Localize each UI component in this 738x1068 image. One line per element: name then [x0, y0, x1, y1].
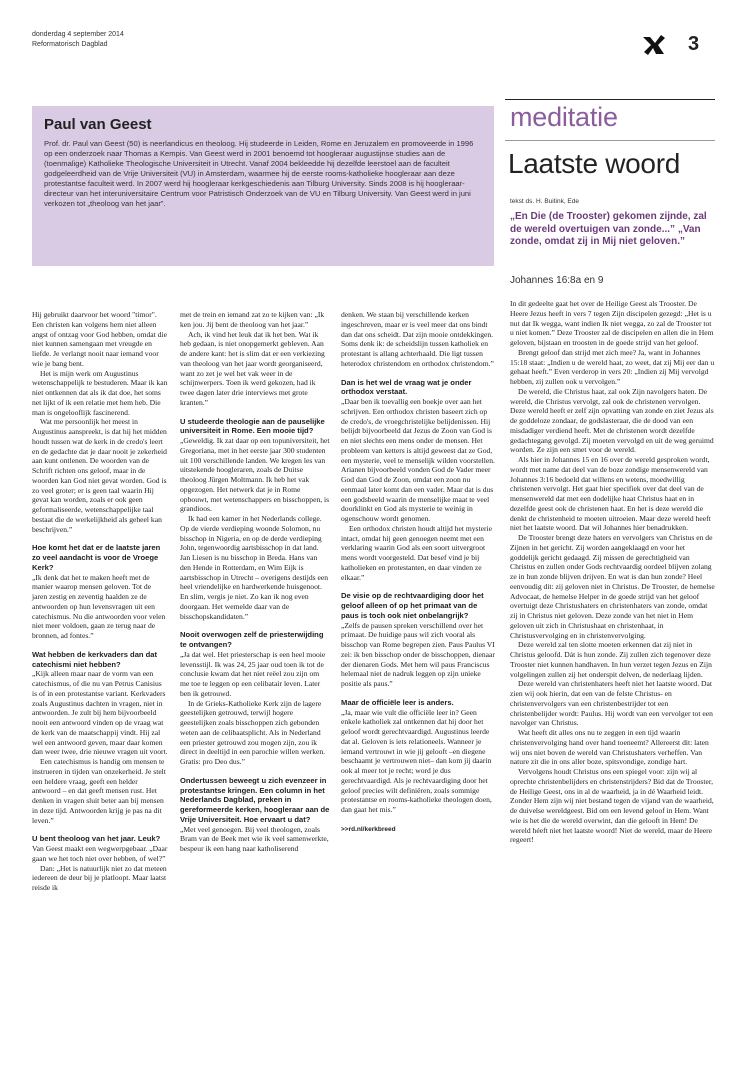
meditatie-author: tekst ds. H. Buitink, Ede	[510, 198, 580, 205]
paragraph: „Kijk alleen maar naar de vorm van een catechismus, of die nu van Petrus Canisius is of in een protestantse variant. Kerkvaders zoals Augustinus dachten in vragen, niet in antwoorden. Je zult bij hem bijvoorbeeld nooit een antwoord vinden op de vraag wat de kerk van de maatschappij vindt. Hij zal wel een antwoord geven, maar daar komen dan weer twee, drie nieuwe vragen uit voort.	[32, 669, 168, 757]
meditatie-paragraph: Vervolgens houdt Christus ons een spiegel voor: zijn wij al oprechte christenbelijders en christenstrijders? Bid dat de Trooster, de Heilige Geest, ons in al de waarheid, ja in dé Waarheid leidt. Zonder Hem zijn wij niet bestand tegen de vijand van de waarheid, de duivelse wereldgeest. Bid om een levend geloof in Hem. Want wie is het die de wereld overwint, dan die gelooft in Hem! De wereld héeft niet het laatste woord! Niet de wereld, maar de Heere regeert!	[510, 767, 714, 845]
meditatie-paragraph: Brengt geloof dan strijd met zich mee? Ja, want in Johannes 15:18 staat: „Indien u de wereld haat, zo weet, dat zij Mij eer dan u gehaat heeft.” Even verderop in vers 20: „Indien zij Mij vervolgd hebben, zij zullen ook u vervolgen.”	[510, 347, 715, 386]
paragraph: „Ik denk dat het te maken heeft met de manier waarop mensen geloven. Tot de jaren zestig en zeventig haalden ze de antwoorden op hun levensvragen uit een catechismus. Nu die antwoorden voor velen niet meer voldoen, gaan ze terug naar de bronnen, ad fontes.”	[32, 572, 166, 640]
paragraph: Een orthodox christen houdt altijd het mysterie intact, omdat hij geen genoegen neemt met een verklaring waarin God als een soort uitvergroot mens wordt voorgesteld. Dat besef vind je bij katholieken en protestanten, en daar vinden ze elkaar.”	[341, 523, 492, 582]
meditatie-label: meditatie	[510, 102, 618, 132]
question-heading: Nooit overwogen zelf de priesterwijding te ontvangen?	[180, 630, 324, 649]
paragraph: „Ja, maar wie vult die officiële leer in? Geen enkele katholiek zal ontkennen dat hij door het geloof wordt gerechtvaardigd. Augustinus leerde dat al. Geloven is iets relationeels. Wanneer je iemand vertrouwt in wie jij gelooft –en diegene beschaamt je vertrouwen niet– dan kom jij daarin ook al meer tot je recht; word je dus gerechtvaardigd. Als je rechtvaardiging door het geloof precies wilt definiëren, zoals sommige protestantse en rooms-katholieke theologen doen, dan gaat het mis.”	[341, 707, 492, 814]
paragraph: Het is mijn werk om Augustinus wetenschappelijk te bestuderen. Maar ik kan niet ontkennen dat als ik dat doe, het soms net lijkt of ik een relatie met hem heb. Die man is ongelooflijk fascinerend.	[32, 368, 168, 417]
paragraph: denken. We staan bij verschillende kerken ingeschreven, maar er is veel meer dat ons bindt dan dat ons scheidt. Dat zijn mooie ontdekkingen. Soms denk ik: de scheidslijn tussen katholiek en protestant is allang achterhaald. Die ligt tussen heterodox christendom en orthodox christendom.”	[341, 310, 494, 368]
paragraph: Wat me persoonlijk het meest in Augustinus aanspreekt, is dat hij het midden houdt tussen wat de kerk in de credo's leert en de gedachte dat je daar nooit je zekerheid aan kunt ontlenen. De woorden van de Schrift richten ons geloof, maar in de woorden kan God niet gevat worden. God is zo veel groter; er is geen taal waarin Hij gevat kan worden, zoals er ook geen geformaliseerde, wetenschappelijke taal bestaat die de werkelijkheid als geheel kan beschrijven.”	[32, 417, 167, 534]
article-column-1	[32, 310, 168, 893]
meditatie-paragraph: Wat heeft dit alles ons nu te zeggen in een tijd waarin christenvervolging hand over hand toeneemt? Allereerst dit: laten wij ons niet boven de wereld van Christushaters verheffen. Van nature zit die in ons aller boze, spitsvondige, zondige hart.	[510, 728, 709, 767]
paragraph: met de trein en iemand zat zo te kijken van: „Ik ken jou. Jij bent de theoloog van het jaar.”	[180, 310, 325, 329]
question-heading: Wat hebben de kerkvaders dan dat catechismi niet hebben?	[32, 649, 158, 669]
bio-name: Paul van Geest	[44, 116, 152, 133]
header-paper: Reformatorisch Dagblad	[32, 41, 108, 48]
newspaper-logo-icon	[641, 34, 667, 56]
question-heading: Hoe komt het dat er de laatste jaren zo veel aandacht is voor de Vroege Kerk?	[32, 543, 161, 572]
meditatie-paragraph: De wereld, die Christus haat, zal ook Zijn navolgers haten. De wereld, die Christus vervolgt, zal ook de christenen vervolgen. Deze wereld heeft er zelf zijn opvatting van zonde en ziet Jezus als de goddeloze zondaar, de godslasteraar, die de dood van een misdadiger verdiend heeft. Met de christenen wordt dezelfde gedachtegang gevolgd. Zij moeten vervolgd en uit de weg geruimd worden. Ze zijn een smet voor de wereld.	[510, 386, 714, 455]
question-heading: Ondertussen beweegt u zich evenzeer in protestantse kringen. Een column in het Nederlands Dagblad, preken in gereformeerde kerken, hoogleraar aan de Vrije Universiteit. Hoe ervaart u dat?	[180, 775, 330, 824]
question-heading: U studeerde theologie aan de pauselijke universiteit in Rome. Een mooie tijd?	[180, 416, 325, 436]
paragraph: „Daar ben ik toevallig een boekje over aan het schrijven. Een orthodox christen baseert zich op de credo's, de vroegchristelijke belijdenissen. Hij belijdt bijvoorbeeld dat Jezus de Zoon van God is en niet slechts een mens onder de mensen. Het probleem van ketters is altijd geweest dat ze God, een mysterie, veel te menselijk wilden voorstellen. Arianen bijvoorbeeld vonden God de Vader meer God dan God de Zoon, omdat een zoon nu eenmaal later komt dan een vader. Maar dat is dus een godsbeeld waarin de menselijke maat te veel doorklinkt en God als mysterie te weinig in ogenschouw wordt genomen.	[341, 397, 495, 523]
paragraph: In de Grieks-Katholieke Kerk zijn de lagere geestelijken getrouwd, terwijl hogere geestelijken zoals bisschoppen zich gebonden weten aan de celibaatsplicht. Als in Nederland een priester getrouwd zou mogen zijn, zou ik direct in deeltijd in een parochie willen werken. Gratis: pro Deo dus.”	[180, 698, 326, 766]
paragraph: „Zelfs de pausen spreken verschillend over het primaat. De huidige paus wil zich vooral als bisschop van Rome begrepen zien. Paus Paulus VI zei: ik ben bisschop onder de bisschoppen, dienaar der dienaren Gods. Met hem wil paus Franciscus helemaal niet de nadruk leggen op zijn unieke positie als paus.”	[341, 620, 495, 688]
footer-link[interactable]: >>rd.nl/kerkbreed	[341, 825, 396, 833]
paragraph: Een catechismus is handig om mensen te instrueren in tijden van onzekerheid. Je stelt een heldere vraag, geeft een helder antwoord – en dat geeft mensen rust. Het denken in vragen sluit beter aan bij mensen in deze tijd. Antwoorden krijg je pas na dit leven.”	[32, 757, 166, 825]
paragraph: „Met veel genoegen. Bij veel theologen, zoals Bram van de Beek met wie ik veel samenwerkte, bespeur ik een hang naar katholiserend	[180, 824, 329, 853]
meditatie-body	[510, 299, 715, 845]
question-heading: De visie op de rechtvaardiging door het geloof alleen of op het primaat van de paus is toch ook niet onbelangrijk?	[341, 591, 484, 620]
page-number: 3	[688, 33, 700, 55]
paragraph: „Geweldig. Ik zat daar op een topuniversiteit, het Gregoriana, met in het eerste jaar 300 studenten uit 100 verschillende landen. We kregen les van uitstekende hoogleraren, zoals de Duitse theoloog Jürgen Moltmann. Ik heb het vak opgezogen. Het netwerk dat je in Rome opbouwt, met wetenschappers en bisschoppen, is grandioos.	[180, 436, 330, 514]
question-heading: U bent theoloog van het jaar. Leuk?	[32, 834, 161, 844]
paragraph: „Ja dat wel. Het priesterschap is een heel mooie levensstijl. Ik was 24, 25 jaar oud toen ik tot de conclusie kwam dat het niet reëel zou zijn om me toe te leggen op een celibatair leven. Later ben ik getrouwd.	[180, 649, 326, 698]
meditatie-paragraph: De Trooster brengt deze haters en vervolgers van Christus en de Zijnen in het gericht. Zij worden aangeklaagd en voor het goddelijk gericht gedaagd. Zij missen de gerechtigheid van Christus en zullen onder Gods rechtvaardig oordeel blijven zolang ze in hun zonde blijven drijven. En wat is dan hun zonde? Heel eenvoudig dit: zij geloven niet in Christus. De Trooster, de hemelse Advocaat, de hemelse Helper in de goede strijd van het geloof overtuigt deze Christushaters en christenhaters van zonde, omdat zij in Christus niet geloven. Deze zonde van het niet in Hem geloven uit zich in Christushaat en christenhaat, in Christusvervolging en in christenvervolging.	[510, 533, 715, 640]
question-heading: Dan is het wel de vraag wat je onder orthodox verstaat.	[341, 377, 472, 397]
meditatie-paragraph: Als hier in Johannes 15 en 16 over de wereld gesproken wordt, wordt met name dat deel van de boze zondige mensenwereld van Johannes 3:16 bedoeld dat willens en wetens, moedwillig christenen vervolgt. Het gaat hier specifiek over dat deel van de mensenwereld dat met een dodelijke haat Christus haat en in dezelfde geest ook de christenen haat. En het is deze wereld die denkt de christenheid te moeten uitroeien. Maar deze wereld heeft niet het laatste woord. Dat wil Johannes hier benadrukken.	[510, 455, 711, 533]
header-date: donderdag 4 september 2014	[32, 31, 124, 38]
paragraph: Van Geest maakt een wegwerpgebaar. „Daar gaan we het toch niet over hebben, of wel?”	[32, 844, 168, 863]
bio-box	[32, 106, 494, 266]
page-header	[32, 30, 124, 50]
paragraph: Hij gebruikt daarvoor het woord "timor". Een christen kan volgens hem niet alleen angst of ontzag voor God hebben, omdat die niet kunnen samengaan met vreugde en liefde. Je verlangt nooit naar iemand voor wie je bang bent.	[32, 310, 167, 368]
meditatie-reference: Johannes 16:8a en 9	[510, 275, 604, 286]
meditatie-paragraph: Deze wereld zal ten slotte moeten erkennen dat zij niet in Christus geloofd. Dát is hun zonde. Zij zullen zich tegenover deze Trooster niet kunnen handhaven. In hun verzet tegen Jezus en Zijn volgelingen zullen zij het onderspit delven, de nederlaag lijden.	[510, 640, 712, 679]
meditatie-paragraph: Deze wereld van christenhaters heeft niet het laatste woord. Dat zien wij ook hierin, dat een van de felste Christus- en christenvervolgers van een christenbestrijder tot een christenbelijder wordt: Paulus. Hij wordt van een vervolger tot een navolger van Christus.	[510, 679, 713, 728]
article-column-3	[341, 310, 495, 835]
paragraph: Ik had een kamer in het Nederlands college. Op de vierde verdieping woonde Solomon, nu bisschop in Nigeria, en op de derde verdieping John, tegenwoordig aartsbisschop in dat land. Jan Liesen is nu bisschop in Breda. Hans van den Hende in Rotterdam, en Wim Eijk is aartsbisschop in Utrecht – overigens destijds een heel vriendelijke en hardwerkende huisgenoot. En slim, vergis je niet. Zo kan ik nog even doorgaan. Het wemelde daar van de bisschopskandidaten.”	[180, 514, 329, 621]
article-column-2	[180, 310, 330, 854]
meditatie-paragraph: In dit gedeelte gaat het over de Heilige Geest als Trooster. De Heere Jezus heeft in vers 7 tegen Zijn discipelen gezegd: „Het is u nut dat Ik wegga, want indien Ik niet wegga, zo zal de Trooster tot u niet komen.” Deze Trooster zal de discipelen en allen die in Hem geloven, bijstaan en troosten in de goede strijd van het geloof.	[510, 299, 714, 347]
bio-text: Prof. dr. Paul van Geest (50) is neerlandicus en theoloog. Hij studeerde in Leiden, Rome en Jeruzalem en promoveerde in 1996 op een onderzoek naar Thomas a Kempis. Van Geest werd in 2001 benoemd tot hoogleraar augustijnse studies aan de (toenmalige) Katholieke Theologische Universiteit in Utrecht. Vanaf 2004 bekleedde hij dezelfde leerstoel aan de faculteit godgeleerdheid van de Vrije Universiteit (VU) in Amsterdam, waarmee hij de eerste rooms-katholieke hoogleraar aan deze protestantse faculteit werd. In 2007 werd hij hoogleraar kerkgeschiedenis aan Tilburg University. Sinds 2008 is hij hoogleraar-directeur van het interuniversitaire Centrum voor Patristisch Onderzoek van de VU en Tilburg University. Van Geest werd in juni verkozen tot „theoloog van het jaar”.	[44, 139, 474, 208]
meditatie-quote: „En Die (de Trooster) gekomen zijnde, zal de wereld overtuigen van zonde...” „Van zonde, omdat zij in Mij niet geloven.”	[510, 211, 707, 247]
meditatie-divider	[505, 140, 715, 141]
meditatie-top-rule	[505, 99, 715, 100]
paragraph: Ach, ik vind het leuk dat ik het ben. Wat ik heb gedaan, is niet onopgemerkt gebleven. Aan de andere kant: het is slim dat er een verkiezing van theoloog van het jaar wordt georganiseerd, want zo zet je wel het vak weer in de schijnwerpers. Toen ik werd gekozen, had ik twee dagen later drie interviews met grote kranten.”	[180, 329, 325, 407]
question-heading: Maar de officiële leer is anders.	[341, 697, 454, 707]
meditatie-title: Laatste woord	[508, 148, 680, 179]
paragraph: Dan: „Het is natuurlijk niet zo dat meteen iedereen de deur bij je platloopt. Maar laatst reisde ik	[32, 863, 167, 892]
